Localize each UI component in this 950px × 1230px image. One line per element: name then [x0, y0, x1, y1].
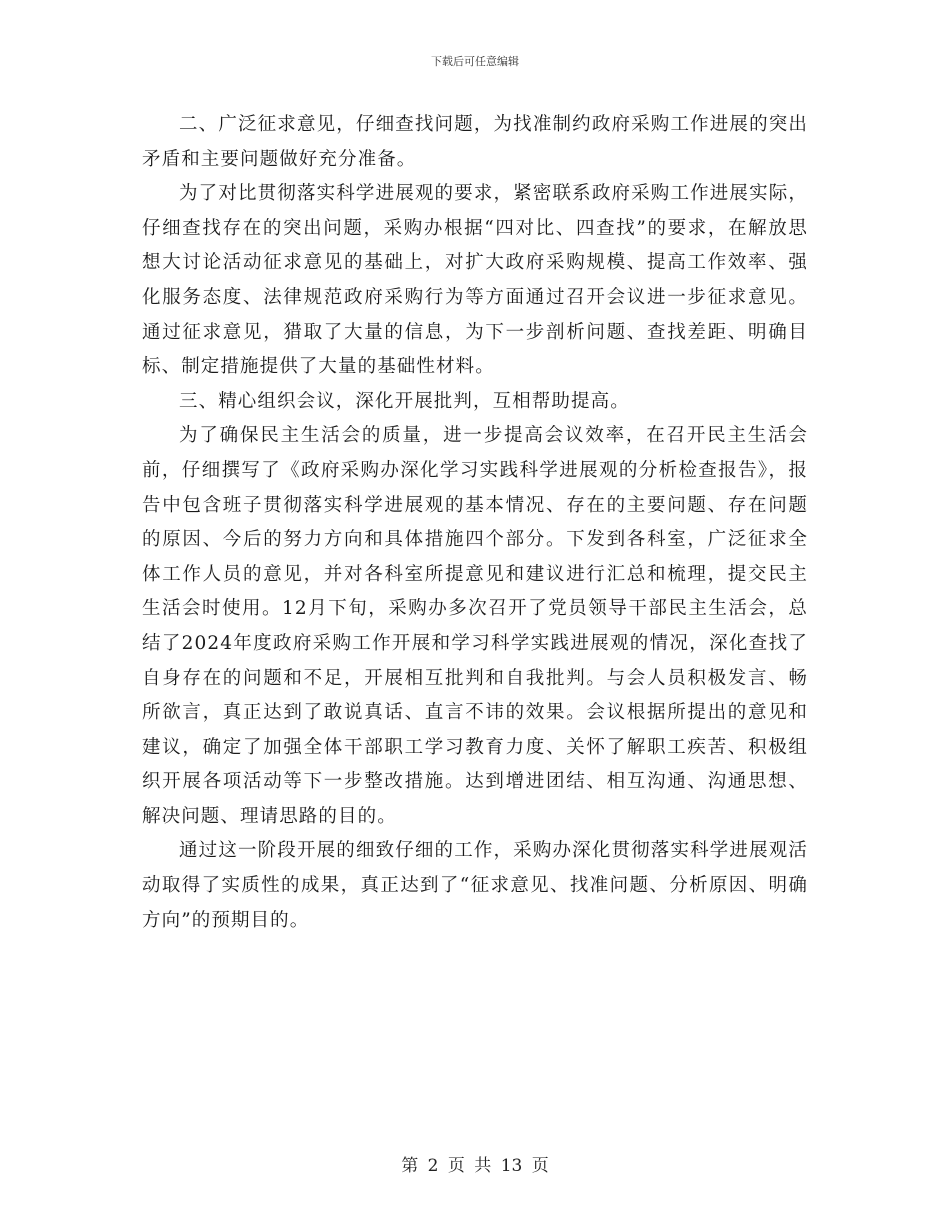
document-body	[142, 108, 808, 938]
paragraph: 为了确保民主生活会的质量，进一步提高会议效率，在召开民主生活会前，仔细撰写了《政府采购办深化学习实践科学进展观的分析检查报告》，报告中包含班子贯彻落实科学进展观的基本情况、存在的主要问题、存在问题的原因、今后的努力方向和具体措施四个部分。下发到各科室，广泛征求全体工作人员的意见，并对各科室所提意见和建议进行汇总和梳理，提交民主生活会时使用。12月下旬，采购办多次召开了党员领导干部民主生活会，总结了2024年度政府采购工作开展和学习科学实践进展观的情况，深化查找了自身存在的问题和不足，开展相互批判和自我批判。与会人员积极发言、畅所欲言，真正达到了敢说真话、直言不讳的效果。会议根据所提出的意见和建议，确定了加强全体干部职工学习教育力度、关怀了解职工疾苦、积极组织开展各项活动等下一步整改措施。达到增进团结、相互沟通、沟通思想、解决问题、理请思路的目的。	[142, 425, 808, 827]
section-heading-2: 二、广泛征求意见，仔细查找问题，为找准制约政府采购工作进展的突出矛盾和主要问题做好充分准备。	[142, 114, 808, 170]
header-note: 下载后可任意编辑	[431, 55, 519, 68]
page-number: 第 2 页 共 13 页	[401, 1156, 549, 1176]
section-heading-3: 三、精心组织会议，深化开展批判，互相帮助提高。	[179, 390, 630, 412]
paragraph: 为了对比贯彻落实科学进展观的要求，紧密联系政府采购工作进展实际，仔细查找存在的突出问题，采购办根据“四对比、四查找”的要求，在解放思想大讨论活动征求意见的基础上，对扩大政府采购规模、提高工作效率、强化服务态度、法律规范政府采购行为等方面通过召开会议进一步征求意见。通过征求意见，猎取了大量的信息，为下一步剖析问题、查找差距、明确目标、制定措施提供了大量的基础性材料。	[142, 183, 808, 378]
paragraph: 通过这一阶段开展的细致仔细的工作，采购办深化贯彻落实科学进展观活动取得了实质性的成果，真正达到了“征求意见、找准问题、分析原因、明确方向”的预期目的。	[142, 840, 808, 931]
